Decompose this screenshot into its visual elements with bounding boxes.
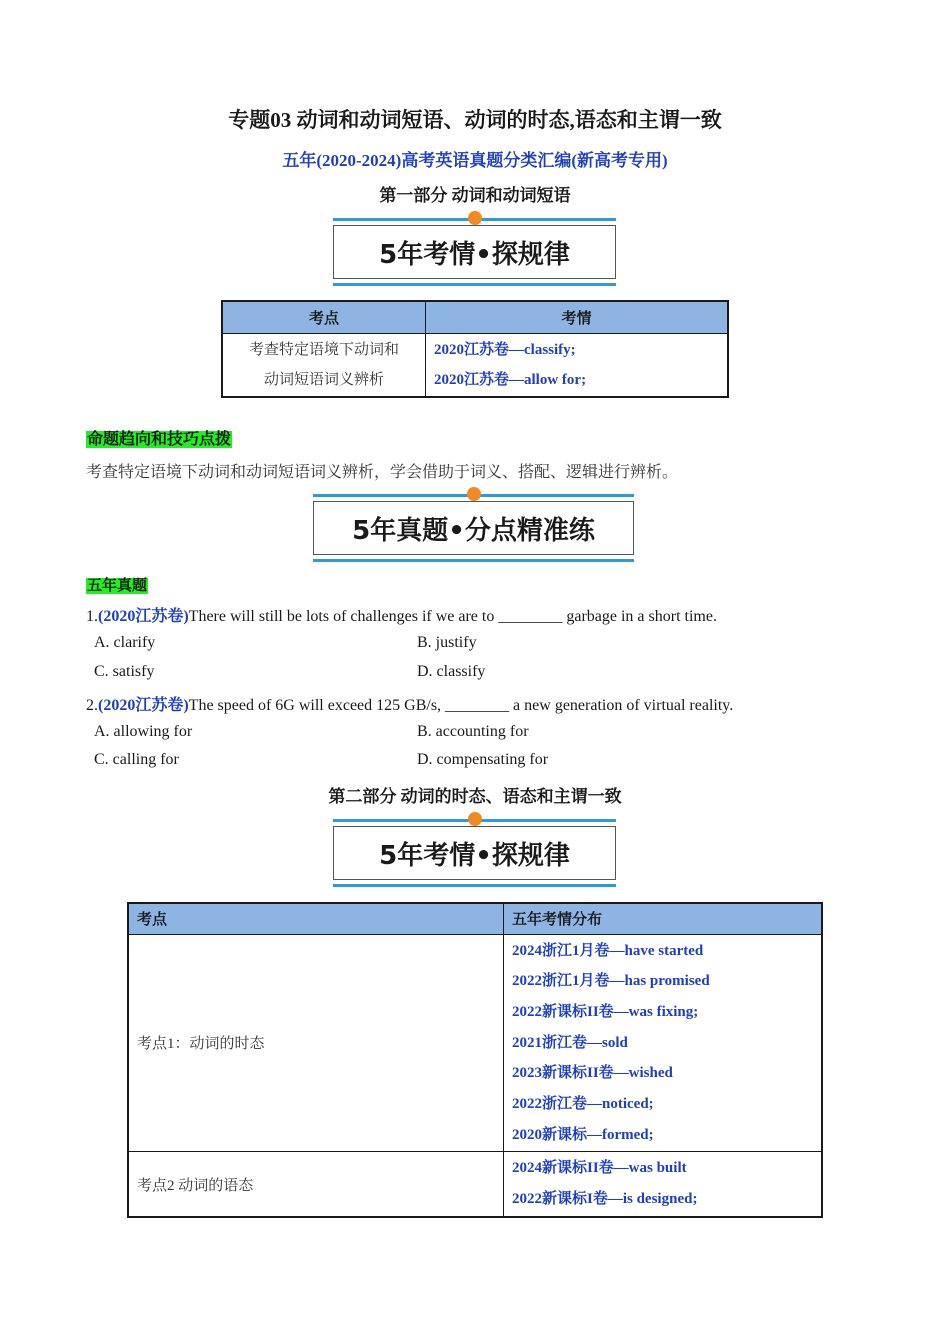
tips-text: 考查特定语境下动词和动词短语词义辨析，学会借助于词义、搭配、逻辑进行辨析。 bbox=[86, 464, 679, 481]
option-b[interactable]: B. justify bbox=[417, 634, 477, 651]
option-c[interactable]: C. calling for bbox=[94, 751, 179, 768]
exam-label-wrap bbox=[86, 574, 148, 595]
exam-item: 2024浙江1月卷—have started bbox=[512, 942, 704, 959]
page-title: 专题03 动词和动词短语、动词的时态,语态和主谓一致 bbox=[228, 108, 722, 132]
part2-table bbox=[127, 902, 823, 1218]
table-header: 考点 bbox=[128, 903, 504, 934]
part2-heading: 第二部分 动词的时态、语态和主谓一致 bbox=[328, 787, 622, 806]
exam-item: 2020江苏卷—classify; bbox=[434, 341, 576, 358]
banner-exam-trends-2 bbox=[333, 819, 616, 887]
banner-text: 5年考情•探规律 bbox=[333, 225, 616, 279]
banner-practice bbox=[313, 494, 634, 562]
banner-exam-trends bbox=[333, 218, 616, 286]
part1-table bbox=[221, 300, 729, 398]
table-cell-items bbox=[504, 1152, 823, 1217]
exam-label: 五年真题 bbox=[87, 578, 148, 594]
part1-heading: 第一部分 动词和动词短语 bbox=[379, 186, 571, 205]
table-cell-items bbox=[504, 934, 823, 1152]
exam-item: 2022浙江1月卷—has promised bbox=[512, 973, 710, 990]
orange-dot-icon bbox=[468, 211, 482, 225]
table-cell-point bbox=[222, 333, 426, 397]
table-cell-items bbox=[426, 333, 729, 397]
exam-item: 2022新课标II卷—was fixing; bbox=[512, 1003, 699, 1020]
question-1 bbox=[86, 603, 717, 626]
point-line: 动词短语词义辨析 bbox=[263, 371, 384, 388]
table-header: 考点 bbox=[222, 301, 426, 333]
question-stem: There will still be lots of challenges if we are to ________ garbage in a short time. bbox=[188, 608, 717, 625]
table-cell-point: 考点2 动词的语态 bbox=[128, 1152, 504, 1217]
exam-item: 2024新课标II卷—was built bbox=[512, 1160, 687, 1177]
table-header: 五年考情分布 bbox=[504, 903, 823, 934]
exam-item: 2023新课标II卷—wished bbox=[512, 1065, 673, 1082]
option-a[interactable]: A. allowing for bbox=[94, 723, 193, 740]
option-c[interactable]: C. satisfy bbox=[94, 663, 155, 680]
question-source: (2020江苏卷) bbox=[98, 608, 189, 625]
banner-text: 5年真题•分点精准练 bbox=[313, 501, 634, 555]
table-cell-point: 考点1：动词的时态 bbox=[128, 934, 504, 1152]
exam-item: 2021浙江卷—sold bbox=[512, 1034, 628, 1051]
orange-dot-icon bbox=[468, 812, 482, 826]
tips-label-wrap bbox=[86, 426, 232, 449]
question-number: 2. bbox=[86, 697, 98, 714]
question-number: 1. bbox=[86, 608, 98, 625]
option-b[interactable]: B. accounting for bbox=[417, 723, 529, 740]
option-a[interactable]: A. clarify bbox=[94, 634, 156, 651]
question-2 bbox=[86, 692, 733, 715]
page-subtitle: 五年(2020-2024)高考英语真题分类汇编(新高考专用) bbox=[282, 151, 668, 170]
orange-dot-icon bbox=[467, 487, 481, 501]
exam-item: 2020江苏卷—allow for; bbox=[434, 371, 587, 388]
exam-item: 2020新课标—formed; bbox=[512, 1126, 654, 1143]
option-d[interactable]: D. classify bbox=[417, 663, 486, 680]
banner-text: 5年考情•探规律 bbox=[333, 826, 616, 880]
exam-item: 2022浙江卷—noticed; bbox=[512, 1096, 654, 1113]
point-line: 考查特定语境下动词和 bbox=[248, 341, 399, 358]
table-header: 考情 bbox=[426, 301, 729, 333]
option-d[interactable]: D. compensating for bbox=[417, 751, 549, 768]
tips-label: 命题趋向和技巧点拨 bbox=[87, 431, 232, 448]
question-stem: The speed of 6G will exceed 125 GB/s, ________ a new generation of virtual reality. bbox=[188, 697, 734, 714]
question-source: (2020江苏卷) bbox=[98, 697, 189, 714]
exam-item: 2022新课标I卷—is designed; bbox=[512, 1191, 698, 1208]
